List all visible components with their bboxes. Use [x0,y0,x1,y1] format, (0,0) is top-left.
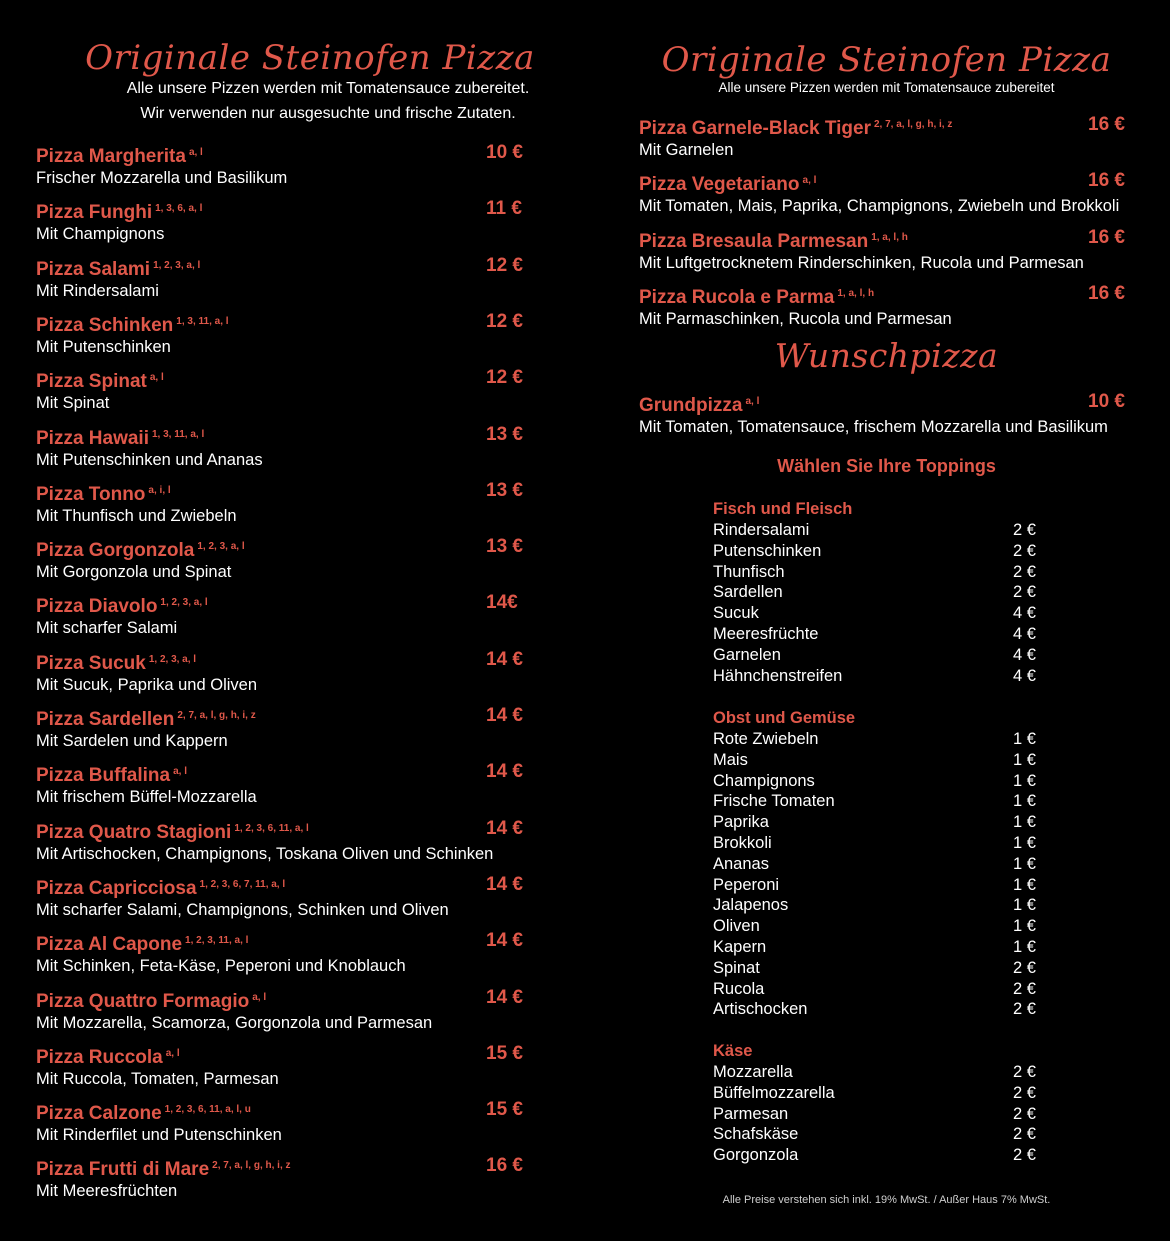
topping-group-title: Fisch und Fleisch [713,500,853,518]
menu-item-description: Mit Rindersalami [36,281,159,300]
menu-item-name: Pizza Tonno $^{a, i, l}$ [36,483,171,505]
menu-item [639,114,1139,160]
topping-row [713,1062,1053,1083]
menu-item-description: Mit Meeresfrüchten [36,1182,178,1201]
menu-item [639,227,1139,273]
topping-row [713,937,1053,958]
menu-item-name: Pizza Margherita $^{a, l}$ [36,146,203,167]
menu-item [639,283,1139,329]
topping-group [713,1041,1053,1166]
menu-item-price: 10 € [486,142,523,163]
allergen-codes: 1, 2, 3, 6, 11, a, l, u [164,1104,251,1116]
menu-item-description: Mit Putenschinken [36,337,171,356]
menu-item-description: Mit Gorgonzola und Spinat [36,563,232,582]
menu-item-price: 15 € [486,1099,523,1121]
topping-name: Thunfisch [713,562,785,581]
topping-price: 1 € [1013,917,1036,936]
menu-item [36,1099,536,1145]
topping-price: 1 € [1013,833,1036,852]
topping-price: 1 € [1013,771,1036,790]
menu-item [36,255,536,301]
menu-item-description: Mit Thunfisch und Zwiebeln [36,506,237,525]
topping-name: Rote Zwiebeln [713,730,819,748]
wunschpizza-title: Wunschpizza [774,336,999,375]
allergen-codes: 1, 2, 3, 6, 7, 11, a, l [199,878,286,890]
topping-price: 2 € [1013,1104,1036,1123]
topping-name: Rucola [713,979,765,998]
topping-price: 2 € [1013,1125,1036,1144]
topping-name: Peperoni [713,875,780,894]
menu-item [639,170,1139,216]
menu-item-price: 14€ [486,592,518,614]
topping-price: 1 € [1013,854,1036,873]
menu-item-name: Pizza Gorgonzola $^{1, 2, 3, a, l}$ [36,540,245,562]
topping-row [713,645,1053,666]
topping-row [713,603,1053,624]
menu-item-description: Mit Rinderfilet und Putenschinken [36,1126,282,1145]
topping-row [713,624,1053,645]
menu-item-name: Pizza Capricciosa $^{1, 2, 3, 6, 7, 11, a, l}$ [36,877,286,899]
menu-item-name: Pizza Ruccola $^{a, l}$ [36,1046,180,1068]
menu-item [36,367,536,413]
allergen-codes: 1, 2, 3, a, l [160,597,208,609]
topping-name: Meeresfrüchte [713,624,819,643]
right-subtitle: Alle unsere Pizzen werden mit Tomatensauce zubereitet [718,80,1055,95]
menu-item-price: 14 € [486,986,523,1008]
topping-price: 1 € [1013,875,1036,894]
menu-item-description: Mit scharfer Salami [36,619,178,638]
topping-price: 2 € [1013,583,1036,602]
menu-item [36,1043,536,1089]
topping-name: Putenschinken [713,541,822,560]
menu-item-name: Pizza Buffalina $^{a, l}$ [36,765,187,787]
topping-row [713,916,1053,937]
topping-price: 2 € [1013,562,1036,581]
topping-row [713,895,1053,916]
topping-row [713,999,1053,1020]
topping-row [713,1104,1053,1125]
topping-price: 1 € [1013,792,1036,811]
topping-row [713,1083,1053,1104]
topping-row [713,520,1053,541]
menu-item [36,592,536,638]
allergen-codes: a, i, l [148,484,171,496]
menu-item-name: Pizza Bresaula Parmesan $^{1, a, l, h}$ [639,230,908,252]
topping-row [713,833,1053,854]
topping-price: 2 € [1013,1146,1036,1165]
menu-item-price: 13 € [486,479,523,501]
menu-item-description: Mit Sardelen und Kappern [36,732,228,750]
topping-name: Sardellen [713,583,783,602]
allergen-codes: 1, 2, 3, a, l [153,259,201,271]
topping-price: 2 € [1013,521,1036,539]
allergen-codes: a, l [173,766,187,778]
topping-name: Oliven [713,917,760,936]
menu-item-name: Pizza Sardellen $^{2, 7, a, l, g, h, i, z}$ [36,709,256,730]
menu-item-name: Pizza Vegetariano $^{a, l}$ [639,174,817,196]
topping-row [713,562,1053,583]
menu-item-price: 14 € [486,705,523,726]
menu-item-price: 16 € [1088,114,1125,135]
topping-name: Artischocken [713,1000,808,1019]
allergen-codes: 1, 3, 11, a, l [176,315,229,327]
menu-item-price: 15 € [486,1042,523,1064]
allergen-codes: 1, a, l, h [871,231,908,243]
menu-item-price: 14 € [486,761,523,783]
menu-item-price: 14 € [486,648,523,670]
topping-price: 1 € [1013,896,1036,915]
menu-item-price: 13 € [486,423,523,445]
topping-price: 1 € [1013,750,1036,769]
allergen-codes: a, l [252,991,267,1003]
menu-item [36,142,536,188]
menu-item-price: 12 € [486,254,523,276]
menu-item-name: Pizza Garnele-Black Tiger $^{2, 7, a, l, g, h, i, z}$ [639,118,953,139]
price-footnote: Alle Preise verstehen sich inkl. 19% MwSt. / Außer Haus 7% MwSt. [722,1194,1051,1206]
topping-name: Paprika [713,813,769,832]
topping-row [713,729,1053,750]
allergen-codes: 1, 2, 3, a, l [197,541,245,553]
menu-item-price: 14 € [486,873,523,895]
topping-row [713,875,1053,896]
menu-item-price: 12 € [486,310,523,332]
menu-item [36,987,536,1033]
grundpizza-name: Grundpizza $^{a, l}$ [639,395,760,416]
toppings-title: Wählen Sie Ihre Toppings [777,456,996,476]
allergen-codes: 2, 7, a, l, g, h, i, z [212,1160,291,1172]
allergen-codes: 1, 3, 11, a, l [152,428,205,440]
menu-item-name: Pizza Sucuk $^{1, 2, 3, a, l}$ [36,652,197,674]
menu-item [36,874,536,920]
topping-name: Champignons [713,771,815,790]
menu-item-description: Mit Putenschinken und Ananas [36,450,263,469]
menu-item [36,424,536,470]
menu-item-price: 13 € [486,536,523,558]
topping-name: Sucuk [713,604,759,623]
topping-price: 2 € [1013,541,1036,560]
allergen-codes: 1, a, l, h [837,287,875,299]
grundpizza-item [639,391,1139,437]
menu-item [36,930,536,976]
left-subtitle-1: Alle unsere Pizzen werden mit Tomatensauce zubereitet. [126,80,530,97]
topping-name: Schafskäse [713,1125,799,1144]
topping-group-title: Käse [713,1042,753,1060]
topping-row [713,750,1053,771]
menu-item-name: Pizza Al Capone $^{1, 2, 3, 11, a, l}$ [36,934,249,956]
topping-price: 1 € [1013,937,1036,956]
menu-item-name: Pizza Hawaii $^{1, 3, 11, a, l}$ [36,427,205,449]
menu-item-name: Pizza Salami $^{1, 2, 3, a, l}$ [36,258,201,280]
menu-item-description: Frischer Mozzarella und Basilikum [36,169,288,187]
allergen-codes: 1, 3, 6, a, l [155,203,203,215]
topping-price: 2 € [1013,958,1036,977]
menu-item-description: Mit scharfer Salami, Champignons, Schinken und Oliven [36,900,449,919]
menu-item [36,311,536,357]
topping-name: Ananas [713,854,769,873]
allergen-codes: 1, 2, 3, a, l [148,653,197,665]
topping-name: Parmesan [713,1104,789,1123]
allergen-codes: 2, 7, a, l, g, h, i, z [873,119,953,130]
menu-item-price: 14 € [486,930,523,952]
menu-item-description: Mit Luftgetrocknetem Rinderschinken, Rucola und Parmesan [639,253,1084,272]
left-subtitle-2: Wir verwenden nur ausgesuchte und frische Zutaten. [140,105,516,122]
topping-group [713,499,1053,686]
topping-row [713,958,1053,979]
menu-item [36,761,536,807]
topping-row [713,666,1053,687]
topping-row [713,1145,1053,1166]
topping-price: 4 € [1013,666,1036,685]
menu-item [36,536,536,582]
topping-name: Mozzarella [713,1063,793,1081]
topping-name: Rindersalami [713,521,810,539]
allergen-codes: 1, 2, 3, 11, a, l [185,935,249,947]
right-title: Originale Steinofen Pizza [661,40,1112,80]
menu-item-price: 16 € [1088,226,1125,248]
menu-item-description: Mit Parmaschinken, Rucola und Parmesan [639,309,952,328]
grundpizza-price: 10 € [1088,391,1125,412]
menu-item-price: 16 € [1088,170,1125,192]
topping-group-title: Obst und Gemüse [713,709,856,727]
menu-item-name: Pizza Diavolo $^{1, 2, 3, a, l}$ [36,596,208,618]
menu-item-description: Mit Artischocken, Champignons, Toskana Oliven und Schinken [36,844,494,863]
menu-item-name: Pizza Rucola e Parma $^{1, a, l, h}$ [639,286,875,308]
menu-item [36,198,536,244]
allergen-codes: a, l [149,372,164,384]
topping-name: Gorgonzola [713,1146,799,1165]
topping-price: 4 € [1013,645,1036,664]
menu-item-name: Pizza Calzone $^{1, 2, 3, 6, 11, a, l, u}$ [36,1103,251,1125]
menu-item-name: Pizza Spinat $^{a, l}$ [36,371,164,393]
menu-item-description: Mit Tomaten, Mais, Paprika, Champignons, Zwiebeln und Brokkoli [639,197,1120,216]
topping-price: 2 € [1013,1063,1036,1081]
topping-row [713,791,1053,812]
topping-name: Hähnchenstreifen [713,666,843,685]
left-title: Originale Steinofen Pizza [85,38,535,78]
topping-price: 2 € [1013,979,1036,998]
menu-item-name: Pizza Funghi $^{1, 3, 6, a, l}$ [36,202,203,224]
menu-item-price: 11 € [486,198,522,220]
menu-item-name: Pizza Frutti di Mare $^{2, 7, a, l, g, h, i, z}$ [36,1159,291,1181]
topping-name: Brokkoli [713,833,772,852]
topping-name: Jalapenos [713,896,789,915]
menu-item [36,1155,536,1201]
topping-price: 4 € [1013,604,1036,623]
allergen-codes: 2, 7, a, l, g, h, i, z [177,710,256,721]
topping-price: 1 € [1013,813,1036,832]
menu-item-description: Mit Sucuk, Paprika und Oliven [36,675,258,694]
menu-item [36,818,536,864]
menu-item-description: Mit Schinken, Feta-Käse, Peperoni und Knoblauch [36,957,406,976]
menu-item [36,480,536,526]
topping-group [713,708,1053,1020]
topping-name: Kapern [713,937,767,956]
menu-item-description: Mit Spinat [36,394,110,413]
topping-name: Büffelmozzarella [713,1083,835,1102]
topping-price: 1 € [1013,730,1036,748]
grundpizza-desc: Mit Tomaten, Tomatensauce, frischem Mozzarella und Basilikum [639,418,1108,436]
topping-row [713,854,1053,875]
menu-item-price: 16 € [486,1155,523,1177]
topping-row [713,812,1053,833]
menu-item-price: 14 € [486,817,523,839]
menu-item-description: Mit frischem Büffel-Mozzarella [36,788,257,807]
menu-item-price: 16 € [1088,282,1125,304]
menu-item-name: Pizza Quattro Formagio $^{a, l}$ [36,990,267,1012]
allergen-codes: a, l [165,1047,180,1059]
menu-item-name: Pizza Quatro Stagioni $^{1, 2, 3, 6, 11, a, l}$ [36,821,309,843]
menu-item-description: Mit Ruccola, Tomaten, Parmesan [36,1069,279,1088]
allergen-codes: a, l [188,147,203,158]
topping-name: Spinat [713,958,760,977]
topping-price: 2 € [1013,1000,1036,1019]
topping-price: 2 € [1013,1083,1036,1102]
topping-row [713,979,1053,1000]
topping-row [713,541,1053,562]
grundpizza-allergens: a, l [745,396,760,407]
menu-item-description: Mit Garnelen [639,141,734,159]
menu-item-description: Mit Champignons [36,225,165,244]
topping-row [713,771,1053,792]
menu-item [36,649,536,695]
menu-item-price: 12 € [486,367,523,389]
topping-name: Garnelen [713,645,781,664]
topping-row [713,1124,1053,1145]
menu-item-description: Mit Mozzarella, Scamorza, Gorgonzola und Parmesan [36,1013,433,1032]
menu-item-name: Pizza Schinken $^{1, 3, 11, a, l}$ [36,314,229,336]
topping-price: 4 € [1013,624,1036,643]
topping-name: Frische Tomaten [713,792,835,811]
allergen-codes: 1, 2, 3, 6, 11, a, l [234,822,309,834]
allergen-codes: a, l [802,175,817,187]
menu-item [36,705,536,751]
topping-row [713,582,1053,603]
topping-name: Mais [713,750,748,769]
